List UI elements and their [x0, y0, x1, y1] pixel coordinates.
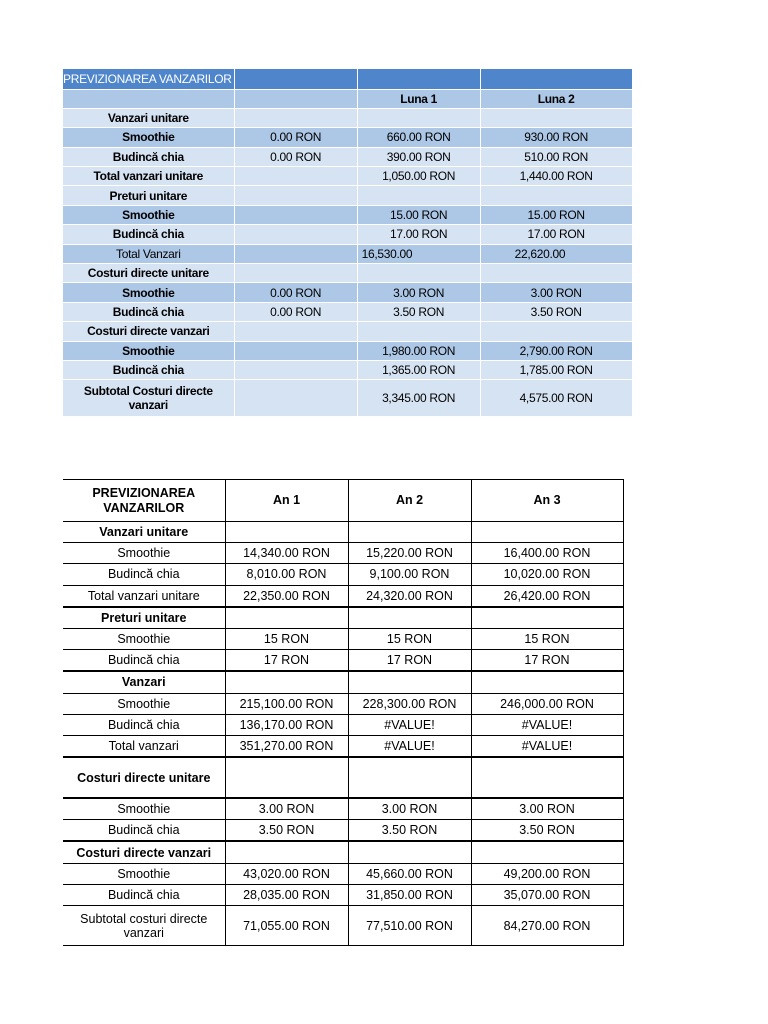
row-label: Preturi unitare [63, 607, 225, 629]
cell [225, 522, 348, 543]
cell [234, 360, 357, 379]
cell [234, 380, 357, 417]
annual-row [63, 841, 623, 863]
row-label: Total vanzari unitare [63, 167, 234, 186]
cell: 390.00 RON [357, 147, 480, 166]
cell [234, 205, 357, 224]
annual-col-header: An 1 [225, 480, 348, 522]
cell [348, 607, 471, 629]
monthly-header-row [63, 89, 632, 108]
cell: 510.00 RON [480, 147, 632, 166]
cell: 3.50 RON [471, 820, 623, 842]
cell [471, 671, 623, 693]
cell: 43,020.00 RON [225, 863, 348, 884]
row-label: Costuri directe vanzari [63, 322, 234, 341]
annual-row [63, 543, 623, 564]
cell: 22,350.00 RON [225, 585, 348, 607]
cell: 49,200.00 RON [471, 863, 623, 884]
row-label: Smoothie [63, 628, 225, 649]
cell: 3,345.00 RON [357, 380, 480, 417]
cell: 17 RON [225, 650, 348, 672]
cell: 24,320.00 RON [348, 585, 471, 607]
monthly-title-blank [234, 69, 357, 89]
annual-row [63, 607, 623, 629]
annual-row [63, 906, 623, 946]
cell [471, 522, 623, 543]
annual-header-row [63, 480, 623, 522]
row-label: Total vanzari [63, 735, 225, 757]
monthly-col-header: Luna 2 [480, 89, 632, 108]
cell [234, 167, 357, 186]
cell: 1,365.00 RON [357, 360, 480, 379]
cell [357, 108, 480, 127]
cell: 930.00 RON [480, 128, 632, 147]
cell: 45,660.00 RON [348, 863, 471, 884]
row-label: Smoothie [63, 341, 234, 360]
cell: 77,510.00 RON [348, 906, 471, 946]
annual-row [63, 628, 623, 649]
cell: 71,055.00 RON [225, 906, 348, 946]
cell: 9,100.00 RON [348, 564, 471, 585]
cell: 15.00 RON [357, 205, 480, 224]
cell [234, 341, 357, 360]
annual-row [63, 757, 623, 798]
cell [225, 607, 348, 629]
cell: 246,000.00 RON [471, 693, 623, 714]
annual-forecast-table [63, 479, 624, 946]
row-label: Smoothie [63, 128, 234, 147]
cell [480, 186, 632, 205]
cell: 0.00 RON [234, 302, 357, 321]
row-label: Budincă chia [63, 225, 234, 244]
cell: 1,050.00 RON [357, 167, 480, 186]
cell: 22,620.00 [480, 244, 632, 263]
cell [225, 671, 348, 693]
cell: 3.00 RON [348, 798, 471, 820]
monthly-row [63, 264, 632, 283]
monthly-title-blank [357, 69, 480, 89]
cell [225, 757, 348, 798]
cell: 660.00 RON [357, 128, 480, 147]
annual-row [63, 714, 623, 735]
cell: 10,020.00 RON [471, 564, 623, 585]
cell [234, 244, 357, 263]
cell: 17 RON [471, 650, 623, 672]
cell: 3.50 RON [357, 302, 480, 321]
cell: 15 RON [348, 628, 471, 649]
monthly-row [63, 167, 632, 186]
row-label: Budincă chia [63, 884, 225, 905]
cell: 15 RON [225, 628, 348, 649]
cell [348, 671, 471, 693]
row-label: Smoothie [63, 205, 234, 224]
cell [480, 322, 632, 341]
annual-row [63, 735, 623, 757]
cell: 2,790.00 RON [480, 341, 632, 360]
cell: 84,270.00 RON [471, 906, 623, 946]
cell: #VALUE! [471, 714, 623, 735]
annual-row [63, 693, 623, 714]
cell: 17.00 RON [357, 225, 480, 244]
cell: #VALUE! [348, 735, 471, 757]
cell: 15 RON [471, 628, 623, 649]
cell: 16,400.00 RON [471, 543, 623, 564]
row-label: Total vanzari unitare [63, 585, 225, 607]
row-label: Smoothie [63, 543, 225, 564]
cell [234, 108, 357, 127]
annual-title: PREVIZIONAREA VANZARILOR [63, 480, 225, 522]
cell: 4,575.00 RON [480, 380, 632, 417]
monthly-row [63, 322, 632, 341]
monthly-title: PREVIZIONAREA VANZARILOR [63, 69, 234, 89]
cell: 17 RON [348, 650, 471, 672]
cell [480, 108, 632, 127]
cell: 14,340.00 RON [225, 543, 348, 564]
cell: 136,170.00 RON [225, 714, 348, 735]
cell: 3.50 RON [348, 820, 471, 842]
cell: 16,530.00 [357, 244, 480, 263]
cell: #VALUE! [348, 714, 471, 735]
monthly-row [63, 302, 632, 321]
cell [234, 322, 357, 341]
cell: 28,035.00 RON [225, 884, 348, 905]
cell: 1,440.00 RON [480, 167, 632, 186]
cell: 3.00 RON [471, 798, 623, 820]
cell: 1,980.00 RON [357, 341, 480, 360]
cell [357, 186, 480, 205]
monthly-title-row [63, 69, 632, 89]
annual-row [63, 820, 623, 842]
cell: 26,420.00 RON [471, 585, 623, 607]
cell [357, 322, 480, 341]
cell: 215,100.00 RON [225, 693, 348, 714]
cell [471, 607, 623, 629]
cell: 3.00 RON [357, 283, 480, 302]
annual-col-header: An 3 [471, 480, 623, 522]
annual-row [63, 863, 623, 884]
cell: 1,785.00 RON [480, 360, 632, 379]
row-label: Subtotal Costuri directe vanzari [63, 380, 234, 417]
annual-row [63, 522, 623, 543]
cell [234, 225, 357, 244]
cell [348, 841, 471, 863]
row-label: Subtotal costuri directe vanzari [63, 906, 225, 946]
cell [471, 757, 623, 798]
cell: 3.50 RON [480, 302, 632, 321]
cell [348, 757, 471, 798]
monthly-row [63, 360, 632, 379]
cell: 0.00 RON [234, 128, 357, 147]
annual-col-header: An 2 [348, 480, 471, 522]
cell: #VALUE! [471, 735, 623, 757]
monthly-forecast-table [63, 69, 633, 417]
monthly-row [63, 380, 632, 417]
monthly-row [63, 108, 632, 127]
row-label: Preturi unitare [63, 186, 234, 205]
monthly-col-header [234, 89, 357, 108]
cell: 0.00 RON [234, 283, 357, 302]
row-label: Smoothie [63, 283, 234, 302]
cell: 0.00 RON [234, 147, 357, 166]
row-label: Budincă chia [63, 302, 234, 321]
cell [480, 264, 632, 283]
row-label: Smoothie [63, 693, 225, 714]
row-label: Budincă chia [63, 820, 225, 842]
monthly-row [63, 283, 632, 302]
monthly-row [63, 225, 632, 244]
row-label: Vanzari unitare [63, 108, 234, 127]
cell: 17.00 RON [480, 225, 632, 244]
annual-row [63, 585, 623, 607]
cell: 15,220.00 RON [348, 543, 471, 564]
cell: 8,010.00 RON [225, 564, 348, 585]
annual-row [63, 884, 623, 905]
row-label: Smoothie [63, 863, 225, 884]
row-label: Budincă chia [63, 360, 234, 379]
row-label: Smoothie [63, 798, 225, 820]
monthly-title-blank [480, 69, 632, 89]
row-label: Costuri directe unitare [63, 757, 225, 798]
monthly-row [63, 341, 632, 360]
row-label: Vanzari unitare [63, 522, 225, 543]
cell: 3.50 RON [225, 820, 348, 842]
monthly-row [63, 147, 632, 166]
cell: 35,070.00 RON [471, 884, 623, 905]
monthly-row [63, 205, 632, 224]
row-label: Costuri directe unitare [63, 264, 234, 283]
monthly-row [63, 186, 632, 205]
cell: 351,270.00 RON [225, 735, 348, 757]
monthly-row [63, 128, 632, 147]
cell: 228,300.00 RON [348, 693, 471, 714]
row-label: Budincă chia [63, 650, 225, 672]
row-label: Total Vanzari [63, 244, 234, 263]
row-label: Budincă chia [63, 714, 225, 735]
cell [348, 522, 471, 543]
annual-row [63, 798, 623, 820]
monthly-row [63, 244, 632, 263]
annual-row [63, 564, 623, 585]
cell: 15.00 RON [480, 205, 632, 224]
annual-row [63, 671, 623, 693]
row-label: Budincă chia [63, 564, 225, 585]
annual-row [63, 650, 623, 672]
cell [471, 841, 623, 863]
monthly-col-header: Luna 1 [357, 89, 480, 108]
row-label: Vanzari [63, 671, 225, 693]
cell: 3.00 RON [225, 798, 348, 820]
row-label: Budincă chia [63, 147, 234, 166]
cell [234, 264, 357, 283]
cell [234, 186, 357, 205]
monthly-header-blank [63, 89, 234, 108]
cell [357, 264, 480, 283]
cell [225, 841, 348, 863]
cell: 31,850.00 RON [348, 884, 471, 905]
row-label: Costuri directe vanzari [63, 841, 225, 863]
cell: 3.00 RON [480, 283, 632, 302]
